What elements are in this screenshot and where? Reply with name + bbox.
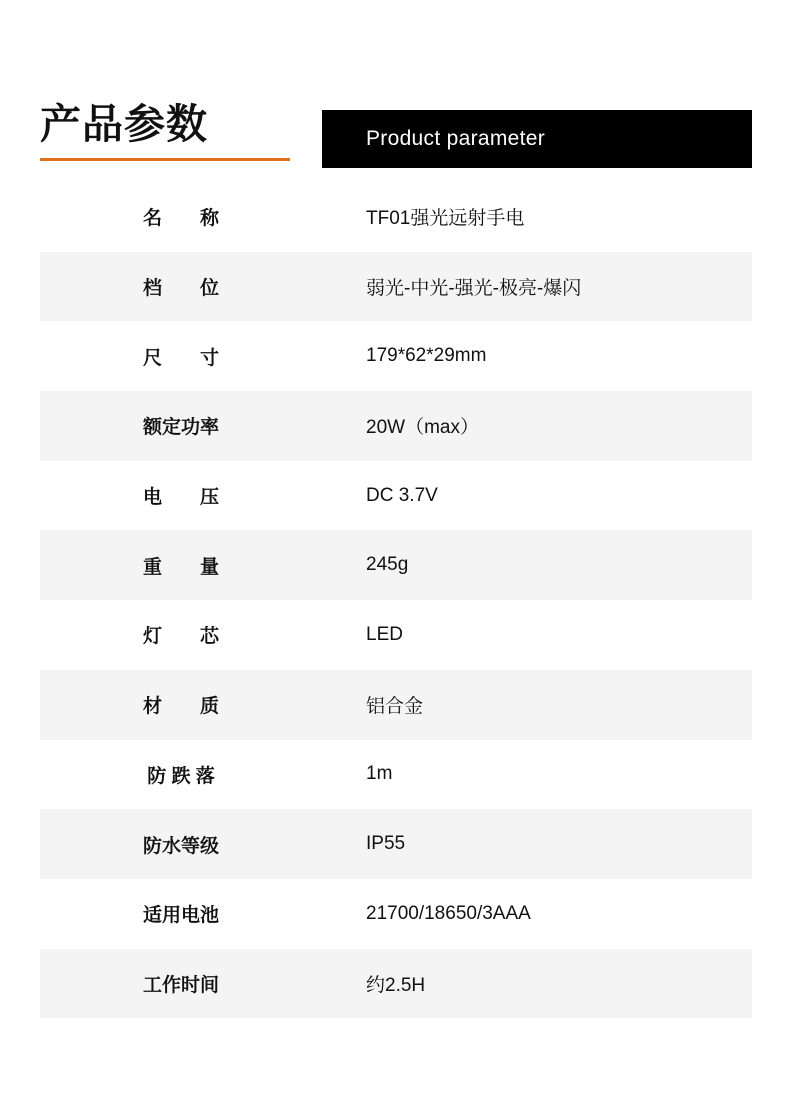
row-value: 1m [366,763,393,785]
row-value: TF01强光远射手电 [366,208,525,230]
page-header [0,96,790,172]
row-label: 额定功率 [142,417,219,439]
table-row [40,530,752,600]
row-value: 21700/18650/3AAA [366,902,531,924]
table-row [40,391,752,461]
row-value: 铝合金 [366,696,424,718]
row-value: 20W（max） [366,417,479,439]
row-value: 179*62*29mm [366,345,487,367]
row-value: 245g [366,554,409,576]
row-label: 工作时间 [142,974,219,996]
row-label: 灯 芯 [142,626,219,648]
table-row [40,949,752,1019]
row-label: 尺 寸 [142,347,219,369]
title-en-bar [322,110,752,168]
row-label: 适用电池 [142,905,219,927]
table-row [40,182,752,252]
table-row [40,670,752,740]
spec-table-body [40,182,752,1018]
row-label: 材 质 [142,696,219,718]
page-title-en: Product parameter [366,127,546,150]
table-row [40,740,752,810]
row-value: 弱光-中光-强光-极亮-爆闪 [366,278,582,300]
table-row [40,600,752,670]
row-label: 防 跌 落 [147,765,215,787]
row-value: DC 3.7V [366,484,438,506]
row-label: 名 称 [142,208,219,230]
row-label: 档 位 [142,278,219,300]
row-value: 约2.5H [366,974,426,996]
table-row [40,321,752,391]
table-row [40,252,752,322]
title-block [40,96,290,161]
row-value: IP55 [366,833,406,855]
page-title-zh: 产品参数 [40,101,208,147]
row-label: 重 量 [142,556,219,578]
title-underline [40,158,290,161]
table-row [40,879,752,949]
row-label: 电 压 [142,487,219,509]
row-label: 防水等级 [142,835,219,857]
row-value: LED [366,623,403,645]
table-row [40,809,752,879]
spec-table [40,182,752,1018]
table-row [40,461,752,531]
